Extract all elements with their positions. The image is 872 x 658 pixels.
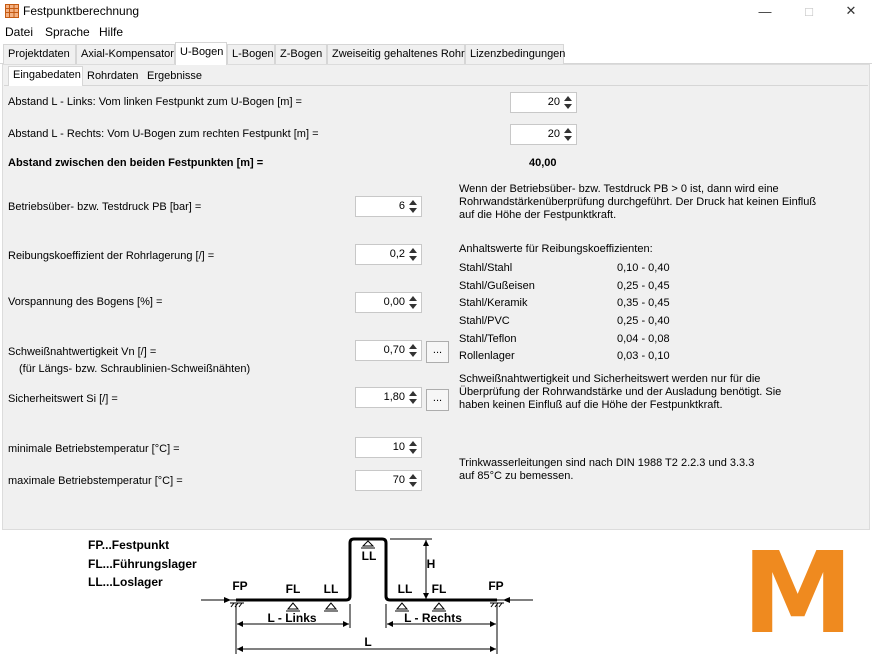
guide-bearing-right-icon [432, 603, 446, 611]
material-value: 0,04 - 0,08 [617, 333, 670, 345]
material-name: Stahl/Gußeisen [459, 280, 535, 292]
material-name: Stahl/Keramik [459, 297, 528, 309]
l-links-label: Abstand L - Links: Vom linken Festpunkt zum U-Bogen [m] = [8, 96, 302, 108]
label-fp-left: FP [232, 579, 248, 593]
legend-fl: FL...Führungslager [88, 557, 197, 571]
vorspannung-value: 0,00 [383, 296, 405, 308]
subtab-rohrdaten[interactable]: Rohrdaten [83, 68, 143, 85]
spin-arrows-icon[interactable] [407, 245, 420, 264]
trinkwasser-note-line: auf 85°C zu bemessen. [459, 470, 574, 482]
guide-bearing-left-icon [286, 603, 300, 611]
material-value: 0,25 - 0,45 [617, 280, 670, 292]
schweiss-note-line: haben keinen Einfluß auf die Höhe der Festpunktkraft. [459, 399, 723, 411]
tab-projektdaten[interactable]: Projektdaten [3, 44, 76, 64]
druck-value: 6 [398, 200, 405, 212]
minimize-icon: — [758, 3, 772, 19]
menu-bar [0, 22, 872, 42]
label-fp-right: FP [488, 579, 504, 593]
tab-lizenzbedingungen[interactable]: Lizenzbedingungen [465, 44, 564, 64]
tab-u-bogen[interactable]: U-Bogen [175, 42, 227, 65]
druck-note-line: auf die Höhe der Festpunktkraft. [459, 209, 617, 221]
spin-arrows-icon[interactable] [407, 471, 420, 490]
spin-arrows-icon[interactable] [407, 293, 420, 312]
tmax-value: 70 [392, 474, 405, 486]
tmin-spinner[interactable] [355, 437, 422, 458]
menu-datei[interactable]: Datei [5, 25, 34, 39]
reibung-value: 0,2 [389, 248, 405, 260]
reibung-label: Reibungskoeffizient der Rohrlagerung [/] = [8, 250, 215, 262]
schweiss-note-line: Überprüfung der Rohrwandstärke und der Ausladung benötigt. Sie [459, 386, 782, 398]
spin-arrows-icon[interactable] [562, 93, 575, 112]
tab-z-bogen[interactable]: Z-Bogen [275, 44, 327, 64]
material-value: 0,35 - 0,45 [617, 297, 670, 309]
label-fl-right: FL [431, 582, 447, 596]
schweiss-spinner[interactable] [355, 340, 422, 361]
material-name: Stahl/Stahl [459, 262, 513, 274]
l-rechts-spinner[interactable] [510, 124, 577, 145]
label-l: L [364, 635, 372, 649]
label-ll-right: LL [397, 582, 413, 596]
loose-bearing-top-icon [361, 541, 375, 548]
l-links-value: 20 [547, 96, 560, 108]
logo-m: M [742, 529, 854, 658]
l-rechts-label: Abstand L - Rechts: Vom U-Bogen zum rechten Festpunkt [m] = [8, 128, 319, 140]
material-value: 0,10 - 0,40 [617, 262, 670, 274]
close-button[interactable] [828, 0, 872, 22]
title-bar [0, 0, 872, 22]
window-title: Festpunktberechnung [23, 4, 140, 18]
spin-arrows-icon[interactable] [407, 388, 420, 407]
l-links-spinner[interactable] [510, 92, 577, 113]
material-name: Stahl/Teflon [459, 333, 517, 345]
schweiss-options-button[interactable]: ... [426, 341, 449, 363]
label-h: H [426, 557, 436, 571]
abstand-label: Abstand zwischen den beiden Festpunkten [m] = [8, 157, 264, 169]
loose-bearing-left-icon [324, 603, 338, 611]
label-ll-top: LL [361, 549, 377, 563]
subtab-ergebnisse[interactable]: Ergebnisse [143, 68, 205, 85]
minimize-button[interactable] [742, 0, 788, 22]
material-name: Stahl/PVC [459, 315, 510, 327]
abstand-value: 40,00 [529, 157, 557, 169]
loose-bearing-right-icon [395, 603, 409, 611]
tmax-label: maximale Betriebstemperatur [°C] = [8, 475, 183, 487]
subtab-eingabedaten[interactable]: Eingabedaten [8, 66, 83, 86]
schweiss-note-line: Schweißnahtwertigkeit und Sicherheitswert werden nur für die [459, 373, 761, 385]
schweiss-sublabel: (für Längs- bzw. Schraublinien-Schweißnähten) [19, 363, 251, 375]
maximize-button[interactable] [786, 0, 832, 22]
app-icon [5, 4, 19, 18]
sicherheit-value: 1,80 [383, 391, 405, 403]
druck-label: Betriebsüber- bzw. Testdruck PB [bar] = [8, 201, 202, 213]
tmin-value: 10 [392, 441, 405, 453]
material-value: 0,03 - 0,10 [617, 350, 670, 362]
reibung-spinner[interactable] [355, 244, 422, 265]
tmax-spinner[interactable] [355, 470, 422, 491]
spin-arrows-icon[interactable] [407, 197, 420, 216]
tab-l-bogen[interactable]: L-Bogen [227, 44, 275, 64]
menu-hilfe[interactable]: Hilfe [99, 25, 124, 39]
material-value: 0,25 - 0,40 [617, 315, 670, 327]
spin-arrows-icon[interactable] [407, 341, 420, 360]
sicherheit-label: Sicherheitswert Si [/] = [8, 393, 118, 405]
diagram-area [0, 530, 872, 658]
fixed-point-left-icon [230, 603, 244, 607]
l-rechts-value: 20 [547, 128, 560, 140]
sicherheit-options-button[interactable]: ... [426, 389, 449, 411]
vorspannung-label: Vorspannung des Bogens [%] = [8, 296, 163, 308]
sicherheit-spinner[interactable] [355, 387, 422, 408]
legend-fp: FP...Festpunkt [88, 538, 170, 552]
vorspannung-spinner[interactable] [355, 292, 422, 313]
label-ll-left: LL [323, 582, 339, 596]
trinkwasser-note-line: Trinkwasserleitungen sind nach DIN 1988 T2 2.2.3 und 3.3.3 [459, 457, 755, 469]
main-tabs [0, 42, 872, 64]
druck-spinner[interactable] [355, 196, 422, 217]
legend-ll: LL...Loslager [88, 575, 163, 589]
menu-sprache[interactable]: Sprache [45, 25, 90, 39]
label-l-rechts: L - Rechts [404, 611, 462, 625]
schweiss-value: 0,70 [383, 344, 405, 356]
tab-axial-kompensator[interactable]: Axial-Kompensator [76, 44, 175, 64]
reibung-note-title: Anhaltswerte für Reibungskoeffizienten: [459, 243, 653, 255]
close-icon: ✕ [845, 3, 857, 18]
label-fl-left: FL [285, 582, 301, 596]
maximize-icon: □ [805, 3, 813, 19]
label-l-links: L - Links [267, 611, 317, 625]
tab-zweiseitig[interactable]: Zweiseitig gehaltenes Rohr [327, 44, 465, 64]
spin-arrows-icon[interactable] [407, 438, 420, 457]
spin-arrows-icon[interactable] [562, 125, 575, 144]
schweiss-label: Schweißnahtwertigkeit Vn [/] = [8, 346, 157, 358]
material-name: Rollenlager [459, 350, 515, 362]
druck-note-line: Wenn der Betriebsüber- bzw. Testdruck PB > 0 ist, dann wird eine [459, 183, 779, 195]
druck-note-line: Rohrwandstärkenüberprüfung durchgeführt. Der Druck hat keinen Einfluß [459, 196, 817, 208]
tmin-label: minimale Betriebstemperatur [°C] = [8, 443, 180, 455]
